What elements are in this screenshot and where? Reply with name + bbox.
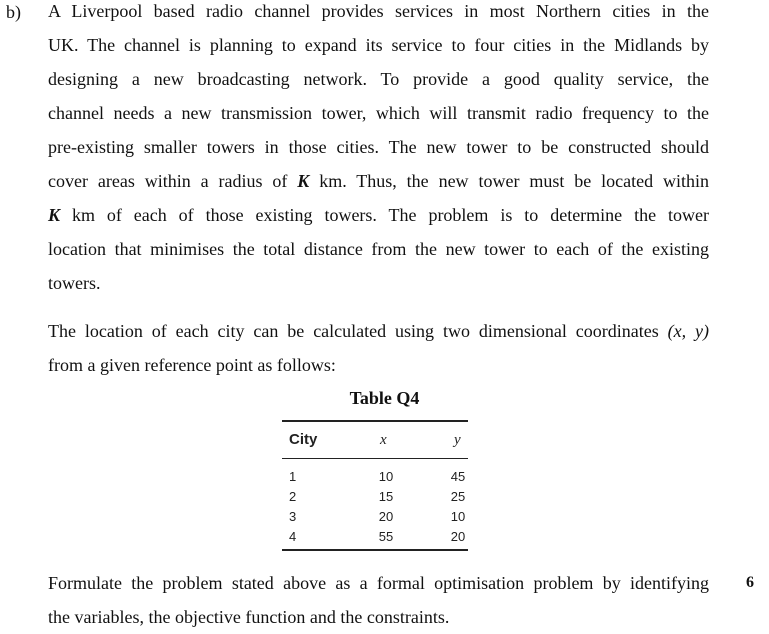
- table-rule-bottom: [282, 549, 468, 551]
- table-header-y: y: [454, 432, 461, 448]
- table-column-y: [445, 467, 471, 547]
- variable-k: K: [297, 171, 310, 191]
- text-line: towers.: [48, 273, 101, 293]
- text-line: location that minimises the total distance from the new tower to each of the existing: [48, 239, 709, 259]
- table-cell: 20: [450, 529, 466, 544]
- table-cell: 15: [378, 489, 394, 504]
- table-cell: 10: [450, 509, 466, 524]
- marks-value: 6: [746, 574, 754, 591]
- table-cell: 55: [378, 529, 394, 544]
- table-column-city: [289, 467, 296, 547]
- coordinate-notation: (x, y): [667, 321, 709, 341]
- table-cell: 25: [450, 489, 466, 504]
- text-fragment: km of each of those existing towers. The problem is to determine the tower: [60, 205, 709, 225]
- table-header-x: x: [380, 432, 387, 448]
- table-cell: 20: [378, 509, 394, 524]
- question-paragraph-3: [48, 566, 709, 634]
- text-line: channel needs a new transmission tower, which will transmit radio frequency to the: [48, 103, 709, 123]
- question-label: b): [6, 2, 21, 22]
- table-rule-top: [282, 420, 468, 422]
- text-line: A Liverpool based radio channel provides services in most Northern cities in the: [48, 1, 709, 21]
- text-fragment: cover areas within a radius of: [48, 171, 298, 191]
- question-paragraph-1: [48, 0, 709, 300]
- text-fragment: km. Thus, the new tower must be located within: [309, 171, 709, 191]
- text-line: [48, 164, 709, 198]
- table-cell: 3: [289, 509, 297, 524]
- text-line: [48, 198, 709, 232]
- table-cell: 4: [289, 529, 297, 544]
- text-line: [48, 314, 709, 348]
- text-line: pre-existing smaller towers in those cities. The new tower to be constructed should: [48, 137, 709, 157]
- text-line: Formulate the problem stated above as a formal optimisation problem by identifying: [48, 573, 709, 593]
- text-line: the variables, the objective function and the constraints.: [48, 607, 450, 627]
- table-cell: 2: [289, 489, 297, 504]
- table-cell: 1: [289, 469, 297, 484]
- table-cell: 45: [450, 469, 466, 484]
- text-fragment: The location of each city can be calculated using two dimensional coordinates: [48, 321, 668, 341]
- table-title: Table Q4: [349, 388, 420, 408]
- table-rule-header: [282, 458, 468, 459]
- text-line: from a given reference point as follows:: [48, 355, 336, 375]
- table-header-city: City: [289, 431, 318, 448]
- text-line: designing a new broadcasting network. To provide a good quality service, the: [48, 69, 709, 89]
- table-column-x: [373, 467, 399, 547]
- variable-k: K: [48, 205, 61, 225]
- text-line: UK. The channel is planning to expand its service to four cities in the Midlands by: [48, 35, 709, 55]
- question-paragraph-2: [48, 314, 709, 382]
- coordinates-table: [282, 420, 468, 551]
- table-cell: 10: [378, 469, 394, 484]
